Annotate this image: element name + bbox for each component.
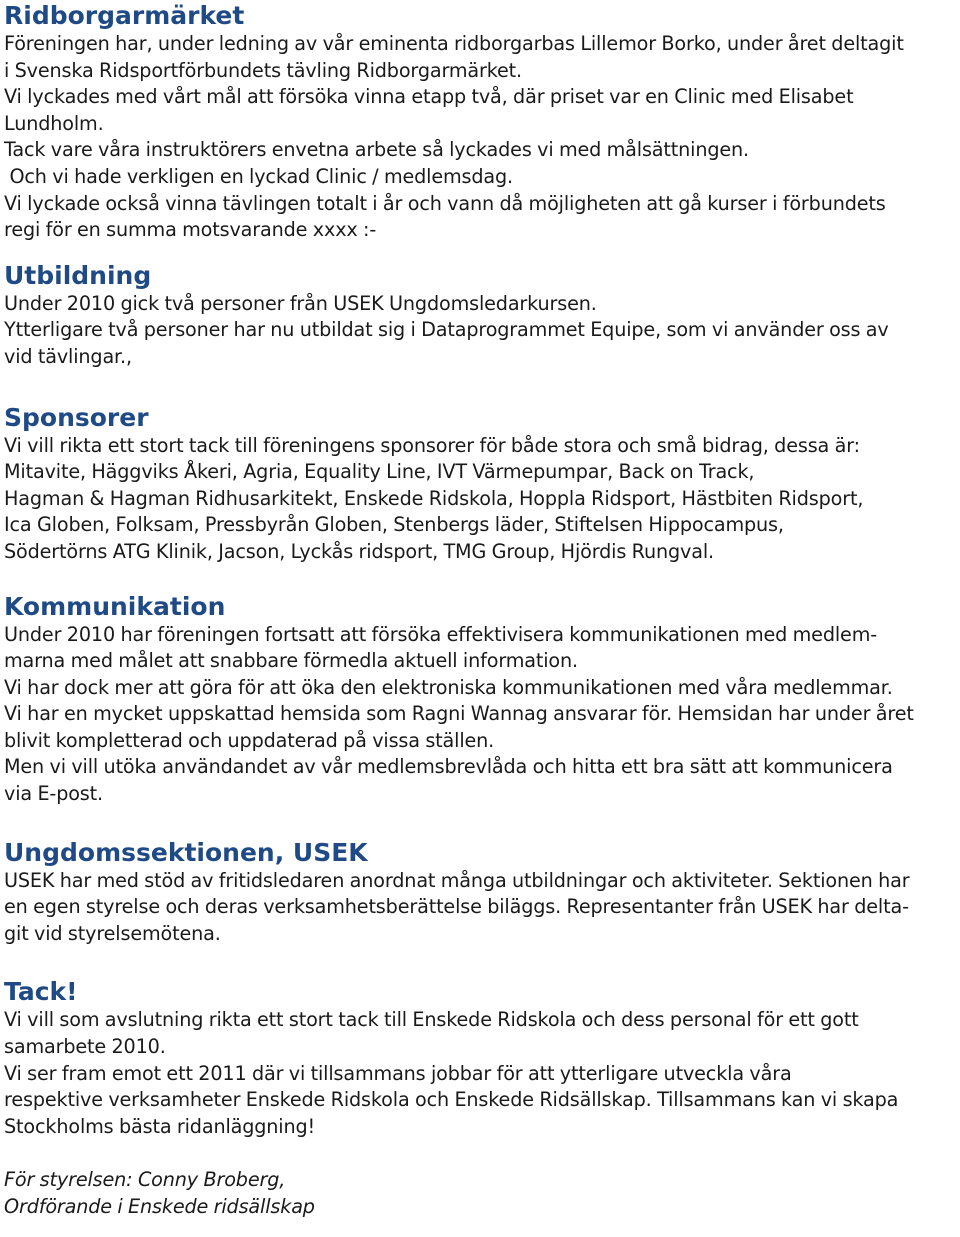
section-tack [4,977,958,1140]
line: Tack vare våra instruktörers envetna arbete så lyckades vi med målsättningen. [4,138,750,162]
line: git vid styrelsemötena. [4,921,221,945]
line: Vi har en mycket uppskattad hemsida som Ragni Wannag ansvarar för. Hemsidan har under året [4,702,914,726]
line: Vi vill rikta ett stort tack till föreningens sponsorer för både stora och små bidrag, dessa är: [4,433,860,457]
heading-ungdomssektionen: Ungdomssektionen, USEK [4,837,368,867]
line: Vi har dock mer att göra för att öka den elektroniska kommunikationen med våra medlemmar. [4,675,893,699]
line: Mitavite, Häggviks Åkeri, Agria, Equality Line, IVT Värmepumpar, Back on Track, [4,460,755,484]
line: samarbete 2010. [4,1035,166,1059]
line: Ytterligare två personer har nu utbildat sig i Dataprogrammet Equipe, som vi använder oss av [4,318,889,342]
line: Under 2010 har föreningen fortsatt att försöka effektivisera kommunikationen med medlem- [4,622,878,646]
line: Föreningen har, under ledning av vår eminenta ridborgarbas Lillemor Borko, under året deltagit [4,32,904,55]
line: Hagman & Hagman Ridhusarkitekt, Enskede Ridskola, Hoppla Ridsport, Hästbiten Ridsport, [4,486,864,510]
line: Södertörns ATG Klinik, Jacson, Lyckås ridsport, TMG Group, Hjördis Rungval. [4,539,714,563]
line: vid tävlingar., [4,344,132,368]
line: Vi ser fram emot ett 2011 där vi tillsammans jobbar för att ytterligare utveckla våra [4,1061,792,1085]
line: en egen styrelse och deras verksamhetsberättelse biläggs. Representanter från USEK har delta- [4,895,909,919]
section-sponsorer [4,403,958,566]
line: Men vi vill utöka användandet av vår medlemsbrevlåda och hitta ett bra sätt att kommunicera [4,755,893,779]
signature-line-title: Ordförande i Enskede ridsällskap [4,1195,315,1218]
line: respektive verksamheter Enskede Ridskola och Enskede Ridsällskap. Tillsammans kan vi skapa [4,1088,899,1112]
document-page [4,0,958,1221]
signature-block [4,1167,958,1220]
line: marna med målet att snabbare förmedla aktuell information. [4,649,578,673]
line: Under 2010 gick två personer från USEK Ungdomsledarkursen. [4,291,597,315]
line: Lundholm. [4,111,104,135]
heading-utbildning: Utbildning [4,260,152,290]
line: Vi vill som avslutning rikta ett stort tack till Enskede Ridskola och dess personal för ett gott [4,1008,859,1032]
line: USEK har med stöd av fritidsledaren anordnat många utbildningar och aktiviteter. Sektionen har [4,868,910,892]
heading-kommunikation: Kommunikation [4,591,226,621]
line: via E-post. [4,782,103,806]
line: Vi lyckade också vinna tävlingen totalt i år och vann då möjligheten att gå kurser i förbundets [4,191,886,215]
section-utbildning [4,261,958,371]
heading-ridborgarmarket: Ridborgarmärket [4,1,245,30]
line: regi för en summa motsvarande xxxx :- [4,218,377,242]
signature-line-name: För styrelsen: Conny Broberg, [4,1168,286,1192]
section-kommunikation [4,592,958,808]
line: Vi lyckades med vårt mål att försöka vinna etapp två, där priset var en Clinic med Elisabet [4,85,854,109]
section-ungdomssektionen [4,838,958,948]
line: i Svenska Ridsportförbundets tävling Ridborgarmärket. [4,58,522,82]
heading-tack: Tack! [4,977,78,1007]
heading-sponsorer: Sponsorer [4,402,149,432]
section-ridborgarmarket [4,1,958,244]
line: Och vi hade verkligen en lyckad Clinic / medlemsdag. [4,164,514,188]
line: Ica Globen, Folksam, Pressbyrån Globen, Stenbergs läder, Stiftelsen Hippocampus, [4,513,784,537]
line: blivit kompletterad och uppdaterad på vissa ställen. [4,728,495,752]
line: Stockholms bästa ridanläggning! [4,1114,316,1138]
